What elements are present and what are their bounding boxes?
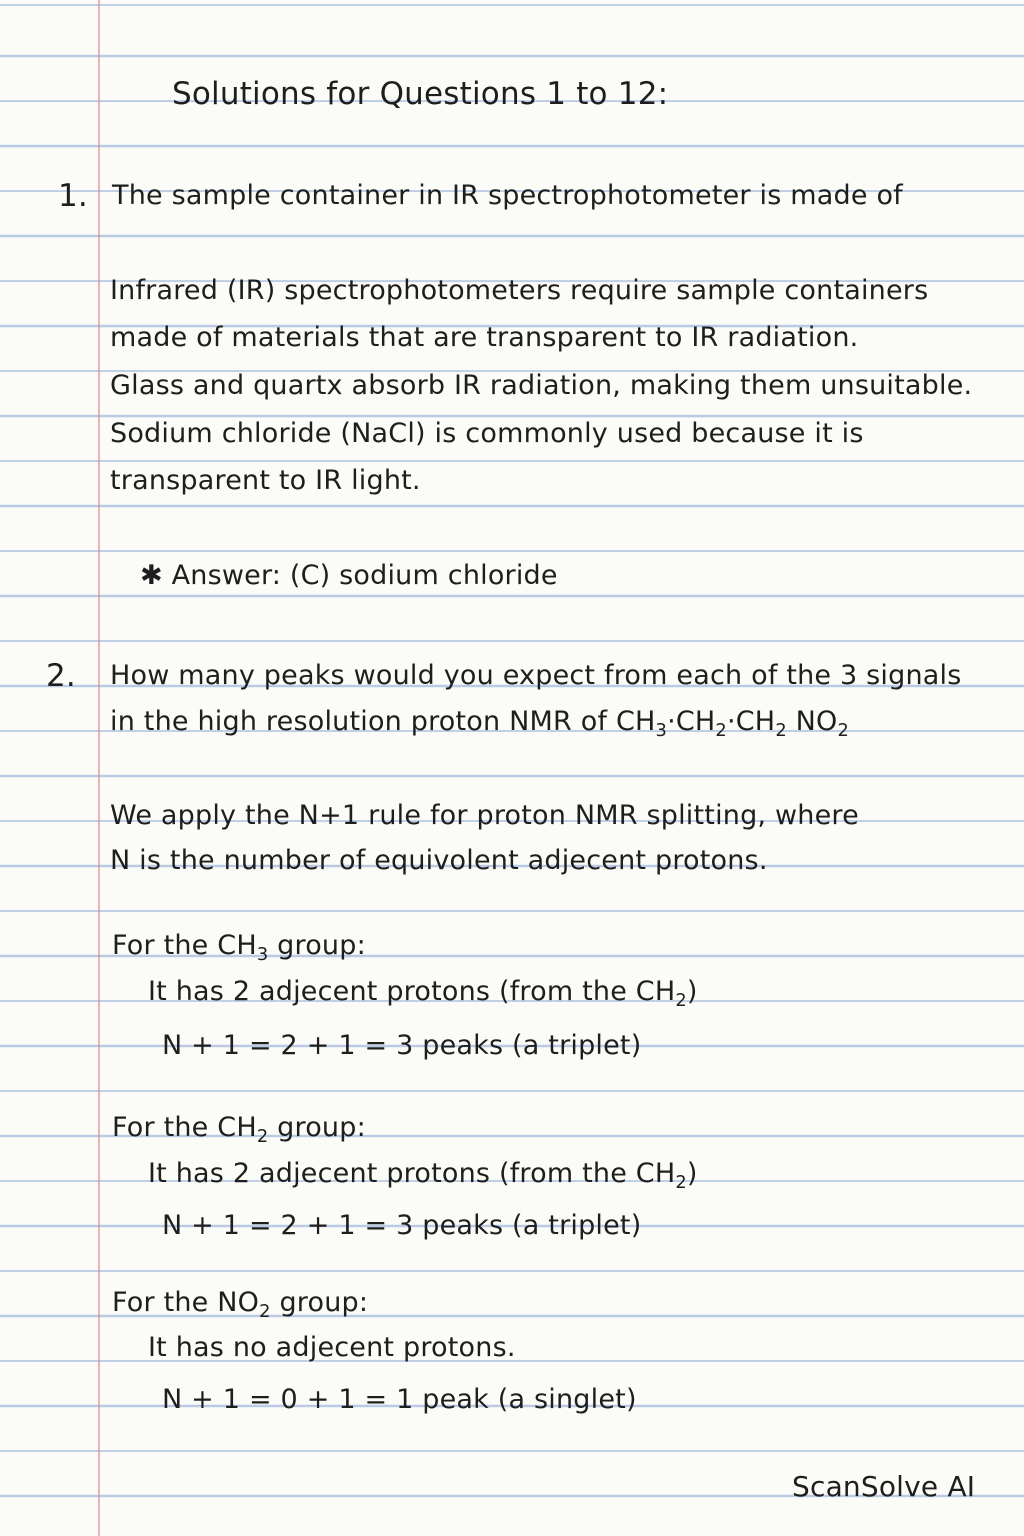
question-1-number: 1. xyxy=(58,178,88,214)
question-2-text-line-2: in the high resolution proton NMR of $CH_3\cdot CH_2\cdot CH_2$ $NO_2$ xyxy=(110,706,850,742)
question-1-text: The sample container in IR spectrophotometer is made of xyxy=(112,180,903,211)
ch3-group-neighbors: It has 2 adjecent protons (from the $CH_2$) xyxy=(148,976,698,1012)
margin-line xyxy=(98,0,100,1536)
question-2-text-line-1: How many peaks would you expect from each of the 3 signals xyxy=(110,660,962,691)
page-title: Solutions for Questions 1 to 12: xyxy=(172,76,669,112)
ch2-group-heading: For the $CH_2$ group: xyxy=(112,1112,366,1148)
q1-explanation-line-4: Sodium chloride (NaCl) is commonly used because it is xyxy=(110,418,864,449)
ch2-group-calculation: N + 1 = 2 + 1 = 3 peaks (a triplet) xyxy=(162,1210,642,1241)
q2-rule-line-1: We apply the N+1 rule for proton NMR splitting, where xyxy=(110,800,859,831)
q2-rule-line-2: N is the number of equivolent adjecent protons. xyxy=(110,845,768,876)
no2-group-heading: For the $NO_2$ group: xyxy=(112,1287,369,1323)
brand-footer: ScanSolve AI xyxy=(792,1470,976,1503)
ch3-group-heading: For the $CH_3$ group: xyxy=(112,930,366,966)
no2-group-calculation: N + 1 = 0 + 1 = 1 peak (a singlet) xyxy=(162,1384,637,1415)
q1-explanation-line-2: made of materials that are transparent to IR radiation. xyxy=(110,322,859,353)
ch2-group-neighbors: It has 2 adjecent protons (from the $CH_2$) xyxy=(148,1158,698,1194)
no2-group-neighbors: It has no adjecent protons. xyxy=(148,1332,516,1363)
q1-explanation-line-1: Infrared (IR) spectrophotometers require sample containers xyxy=(110,275,929,306)
q1-explanation-line-5: transparent to IR light. xyxy=(110,465,421,496)
q1-answer: ✱ Answer: (C) sodium chloride xyxy=(140,560,558,591)
q1-explanation-line-3: Glass and quartx absorb IR radiation, making them unsuitable. xyxy=(110,370,973,401)
ch3-group-calculation: N + 1 = 2 + 1 = 3 peaks (a triplet) xyxy=(162,1030,642,1061)
question-2-number: 2. xyxy=(46,658,76,694)
